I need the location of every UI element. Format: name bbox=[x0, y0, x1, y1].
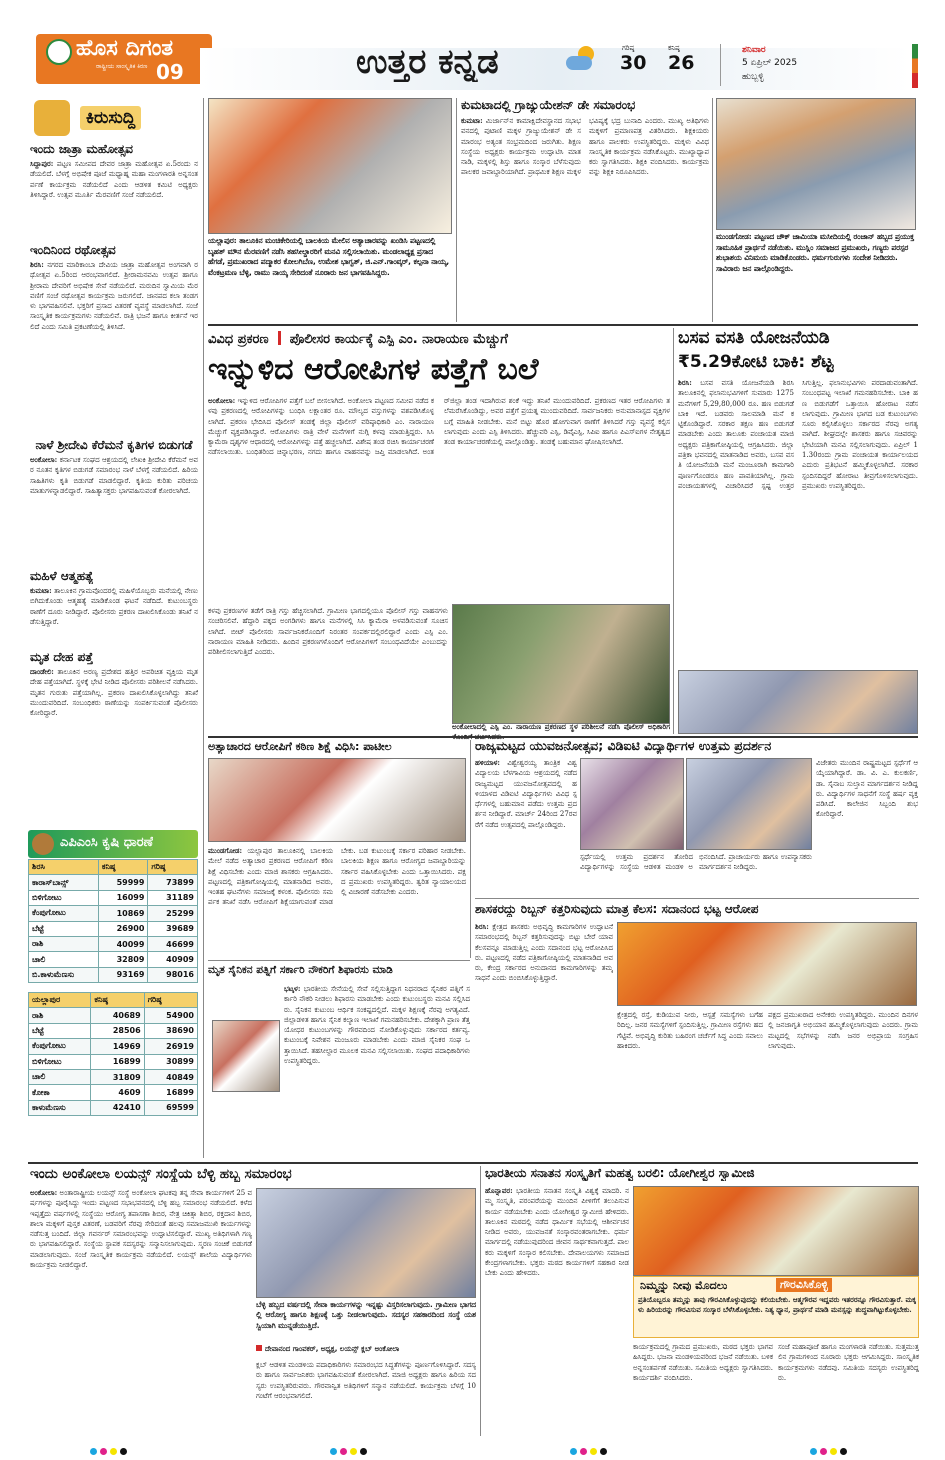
masthead bbox=[0, 0, 945, 92]
mundgod-caption: ಮುಂಡಗೋಡ: ಪಟ್ಟಣದ ಚೌಕ್ ಜಾಮಿಯಾ ಮಸೀದಿಯಲ್ಲಿ ರಂಜಾನ್ ಹಬ್ಬದ ಪ್ರಯುಕ್ತ ಸಾಮೂಹಿಕ ಪ್ರಾರ್ಥನೆ ನಡೆಯಿತು. ಮುಸ್ಲಿಂ ಸಮಾಜದ ಪ್ರಮುಖರು, ಗಣ್ಯರು ಪರಸ್ಪರ ಶುಭಾಶಯ ವಿನಿಮಯ ಮಾಡಿಕೊಂಡರು. ಧರ್ಮಗುರುಗಳು ಸಂದೇಶ ನೀಡಿದರು. ಸಾವಿರಾರು ಜನ ಪಾಲ್ಗೊಂಡಿದ್ದರು. bbox=[716, 232, 915, 273]
brief-body: ಸಿದ್ದಾಪುರ: ಪಟ್ಟಣ ಸಮೀಪದ ದೇವರ ಜಾತ್ರಾ ಮಹೋತ್ಸವ ಏ.5ರಂದು ನಡೆಯಲಿದೆ. ಬೆಳಗ್ಗೆ ಅಭಿಷೇಕ ಪೂಜೆ ಮಧ್ಯಾಹ್ನ ಮಹಾ ಮಂಗಳಾರತಿ ಅನ್ನಸಂತರ್ಪಣೆ ಕಾರ್ಯಕ್ರಮ ನಡೆಯಲಿದೆ ಎಂದು ಆಡಳಿತ ಕಮಿಟಿ ಅಧ್ಯಕ್ಷರು ತಿಳಿಸಿದ್ದಾರೆ. ಉತ್ಸವ ಮೂರ್ತಿ ಮೆರವಣಿಗೆ ಸಂಜೆ ನಡೆಯಲಿದೆ. bbox=[30, 159, 198, 199]
apmc-table-sirsi bbox=[28, 859, 198, 983]
commodity-name: ಕಾಳುಮೆಣಸು bbox=[29, 1100, 91, 1115]
apmc-header-cell: ಯಲ್ಲಾಪುರ bbox=[29, 993, 91, 1008]
apmc-row bbox=[29, 967, 198, 982]
basava-photo bbox=[678, 670, 918, 734]
price-cell: 40849 bbox=[144, 1069, 197, 1084]
apmc-row bbox=[29, 890, 198, 905]
mruta-body: ಭಟ್ಕಳ: ಭಾರತೀಯ ಸೇನೆಯಲ್ಲಿ ಸೇವೆ ಸಲ್ಲಿಸುತ್ತಿದ್ದಾಗ ನಿಧನರಾದ ಸೈನಿಕರ ಪತ್ನಿಗೆ ಸರ್ಕಾರಿ ನೌಕರಿ ನೀಡಲು ಶಿಫಾರಸು ಮಾಡಬೇಕು ಎಂದು ಕುಟುಂಬಸ್ಥರು ಮನವಿ ಸಲ್ಲಿಸಿದರು. ಸೈನಿಕನ ಕುಟುಂಬ ಆರ್ಥಿಕ ಸಂಕಷ್ಟದಲ್ಲಿದೆ. ಮಕ್ಕಳ ಶಿಕ್ಷಣಕ್ಕೆ ನೆರವು ಅಗತ್ಯವಿದೆ. ಜಿಲ್ಲಾಡಳಿತ ಹಾಗೂ ಸೈನಿಕ ಕಲ್ಯಾಣ ಇಲಾಖೆ ಗಮನಹರಿಸಬೇಕು. ದೇಶಕ್ಕಾಗಿ ಪ್ರಾಣ ತೆತ್ತ ಯೋಧರ ಕುಟುಂಬಗಳನ್ನು ಗೌರವದಿಂದ ನೋಡಿಕೊಳ್ಳುವುದು ಸರ್ಕಾರದ ಕರ್ತವ್ಯ. ಕುಟುಂಬಕ್ಕೆ ನಿವೇಶನ ಮಂಜೂರು ಮಾಡಬೇಕು ಎಂದು ಮಾಜಿ ಸೈನಿಕರ ಸಂಘ ಒತ್ತಾಯಿಸಿದೆ. ತಹಸೀಲ್ದಾರ ಮೂಲಕ ಮನವಿ ಸಲ್ಲಿಸಲಾಯಿತು. ಸಂಘದ ಪದಾಧಿಕಾರಿಗಳು ಉಪಸ್ಥಿತರಿದ್ದರು. bbox=[284, 984, 470, 1066]
apmc-row bbox=[29, 875, 198, 890]
yellapur-caption: ಯಲ್ಲಾಪುರ: ತಾಲೂಕಿನ ಮಂಚಿಕೇರಿಯಲ್ಲಿ ಬಾಲಕಿಯ ಮೇಲಿನ ಅತ್ಯಾಚಾರವನ್ನು ಖಂಡಿಸಿ ಪಟ್ಟಣದಲ್ಲಿ ಬೃಹತ್ ಮೌನ ಮೆರವಣಿಗೆ ನಡೆಸಿ ತಹಸೀಲ್ದಾರರಿಗೆ ಮನವಿ ಸಲ್ಲಿಸಲಾಯಿತು. ಮಂಡಲಾಧ್ಯಕ್ಷ ಪ್ರಸಾದ ಹೆಗಡೆ, ಪ್ರಮುಖರಾದ ಪದ್ಮಾಕರ ಕೋಲಗಿಬೆಣ, ಉಮೇಶ ಭಾಗ್ವತ್, ಜಿ.ಎನ್.ಗಾಂವ್ಕರ್, ಕಲ್ಪನಾ ನಾಯ್ಕ, ವೆಂಕಟ್ರಮಣ ಬೆಳ್ಳಿ, ರಾಮು ನಾಯ್ಕ ಸೇರಿದಂತೆ ನೂರಾರು ಜನ ಭಾಗವಹಿಸಿದ್ದರು. bbox=[208, 236, 450, 277]
commodity-name: ಬಿಳಿಗೋಟು bbox=[29, 890, 99, 905]
kirusuddi-list bbox=[30, 140, 198, 825]
apmc-header-cell: ಶಿರಸಿ bbox=[29, 860, 99, 875]
brief-headline: ಇಂದು ಜಾತ್ರಾ ಮಹೋತ್ಸವ bbox=[30, 142, 134, 156]
price-cell: 40099 bbox=[98, 936, 148, 951]
brief-item bbox=[30, 650, 198, 779]
price-cell: 28506 bbox=[91, 1023, 144, 1038]
lions-body-2: ಕ್ಲಬ್ ಆಡಳಿತ ಮಂಡಳಿಯ ಪದಾಧಿಕಾರಿಗಳು ಸಮಾರಂಭದ ಸಿದ್ಧತೆಗಳನ್ನು ಪೂರ್ಣಗೊಳಿಸಿದ್ದಾರೆ. ಸದಸ್ಯರು ಹಾಗೂ ಸಾರ್ವಜನಿಕರು ಭಾಗವಹಿಸುವಂತೆ ಕೋರಲಾಗಿದೆ. ಮಾಜಿ ಅಧ್ಯಕ್ಷರು ಹಾಗೂ ಹಿರಿಯ ಸದಸ್ಯರು ಉಪಸ್ಥಿತರಿರುವರು. ಗೌರವಾನ್ವಿತ ಅತಿಥಿಗಳಿಗೆ ಸನ್ಮಾನ ನಡೆಯಲಿದೆ. ಕಾರ್ಯಕ್ರಮ ಬೆಳಗ್ಗೆ 10 ಗಂಟೆಗೆ ಆರಂಭವಾಗಲಿದೆ. bbox=[256, 1361, 476, 1400]
brief-item bbox=[30, 243, 198, 436]
price-cell: 93169 bbox=[98, 967, 148, 982]
price-cell: 25299 bbox=[148, 906, 198, 921]
brief-item bbox=[30, 569, 198, 648]
max-temp: 30 bbox=[620, 52, 647, 74]
edition-title: ಉತ್ತರ ಕನ್ನಡ bbox=[356, 42, 499, 82]
price-cell: 38690 bbox=[144, 1023, 197, 1038]
price-cell: 26919 bbox=[144, 1039, 197, 1054]
price-cell: 30899 bbox=[144, 1054, 197, 1069]
graduation-headline: ಕುಮಟಾದಲ್ಲಿ ಗ್ರಾಜ್ಯುಯೇಶನ್ ಡೇ ಸಮಾರಂಭ bbox=[461, 98, 636, 112]
apmc-row bbox=[29, 1023, 198, 1038]
price-cell: 46699 bbox=[148, 936, 198, 951]
price-cell: 73899 bbox=[148, 875, 198, 890]
lead-headline: ಇನ್ನುಳಿದ ಆರೋಪಿಗಳ ಪತ್ತೆಗೆ ಬಲೆ bbox=[208, 352, 539, 387]
brief-headline: ಮೃತ ದೇಹ ಪತ್ತೆ bbox=[30, 650, 94, 664]
apmc-row bbox=[29, 1100, 198, 1115]
brief-body: ಕುಮಟಾ: ತಾಲೂಕಿನ ಗ್ರಾಮವೊಂದರಲ್ಲಿ ಮಹಿಳೆಯೊಬ್ಬರು ಮನೆಯಲ್ಲಿ ನೇಣು ಬಿಗಿದುಕೊಂಡು ಆತ್ಮಹತ್ಯೆ ಮಾಡಿಕೊಂಡ ಘಟನೆ ನಡೆದಿದೆ. ಕುಟುಂಬಸ್ಥರು ಠಾಣೆಗೆ ದೂರು ನೀಡಿದ್ದಾರೆ. ಪೊಲೀಸರು ಪ್ರಕರಣ ದಾಖಲಿಸಿಕೊಂಡು ತನಿಖೆ ನಡೆಸುತ್ತಿದ್ದಾರೆ. bbox=[30, 586, 198, 626]
max-temp-label: ಗರಿಷ್ಠ bbox=[622, 44, 635, 52]
price-cell: 16899 bbox=[144, 1085, 197, 1100]
commodity-name: ಕೆಂಪುಗೋಟು bbox=[29, 906, 99, 921]
print-registration-marks bbox=[570, 1440, 630, 1450]
brief-body: ಅಂಕೋಲಾ: ಕರ್ನಾಟಕ ಸಂಘದ ಆಶ್ರಯದಲ್ಲಿ ಲೇಖಕಿ ಶ್ರೀದೇವಿ ಕೆರೆಮನೆ ಅವರ ನೂತನ ಕೃತಿಗಳ ಬಿಡುಗಡೆ ಸಮಾರಂಭ ನಾಳೆ ಬೆಳಗ್ಗೆ ನಡೆಯಲಿದೆ. ಹಿರಿಯ ಸಾಹಿತಿಗಳು ಕೃತಿ ಬಿಡುಗಡೆ ಮಾಡಲಿದ್ದಾರೆ. ಕೃತಿಯ ಕುರಿತು ಪರಿಚಯ ಮಾತುಗಳನ್ನಾಡಲಿದ್ದಾರೆ. ಸಾಹಿತ್ಯಾಸಕ್ತರು ಭಾಗವಹಿಸುವಂತೆ ಕೋರಲಾಗಿದೆ. bbox=[30, 455, 198, 495]
apmc-row bbox=[29, 936, 198, 951]
lions-quote: ಬೆಳ್ಳಿ ಹಬ್ಬದ ವರ್ಷದಲ್ಲಿ ಸೇವಾ ಕಾರ್ಯಗಳನ್ನು ಇನ್ನಷ್ಟು ವಿಸ್ತರಿಸಲಾಗುವುದು. ಗ್ರಾಮೀಣ ಭಾಗದಲ್ಲಿ ಆರೋಗ್ಯ ಹಾಗೂ ಶಿಕ್ಷಣಕ್ಕೆ ಒತ್ತು ನೀಡಲಾಗುವುದು. ಸದಸ್ಯರ ಸಹಕಾರದಿಂದ ಸಂಸ್ಥೆ ಯಶಸ್ವಿಯಾಗಿ ಮುನ್ನಡೆಯುತ್ತಿದೆ. bbox=[256, 1300, 476, 1330]
sanatana-headline: ಭಾರತೀಯ ಸನಾತನ ಸಂಸ್ಕೃತಿಗೆ ಮಹತ್ವ ಬರಲಿ: ಯೋಗೀಶ್ವರ ಸ್ವಾಮೀಜಿ bbox=[485, 1166, 755, 1180]
commodity-name: ಚಾಲಿ bbox=[29, 1069, 91, 1084]
apmc-header-row bbox=[29, 860, 198, 875]
commodity-name: ರಾಶಿ bbox=[29, 936, 99, 951]
commodity-name: ಬಿಳಿಗೋಟು bbox=[29, 1054, 91, 1069]
kicker-divider bbox=[278, 331, 281, 345]
sanatana-box bbox=[633, 1276, 919, 1338]
price-cell: 14969 bbox=[91, 1039, 144, 1054]
lead-photo bbox=[452, 604, 670, 724]
brief-body: ದಾಂಡೇಲಿ: ತಾಲೂಕಿನ ಅರಣ್ಯ ಪ್ರದೇಶದ ಹತ್ತಿರ ಅಪರಿಚಿತ ವ್ಯಕ್ತಿಯ ಮೃತದೇಹ ಪತ್ತೆಯಾಗಿದೆ. ಸ್ಥಳಕ್ಕೆ ಭೇಟಿ ನೀಡಿದ ಪೊಲೀಸರು ಪರಿಶೀಲನೆ ನಡೆಸಿದರು. ಮೃತನ ಗುರುತು ಪತ್ತೆಯಾಗಿಲ್ಲ. ಪ್ರಕರಣ ದಾಖಲಿಸಿಕೊಳ್ಳಲಾಗಿದ್ದು ತನಿಖೆ ಮುಂದುವರಿದಿದೆ. ಸಂಬಂಧಿಕರು ಠಾಣೆಯನ್ನು ಸಂಪರ್ಕಿಸುವಂತೆ ಪೊಲೀಸರು ಕೋರಿದ್ದಾರೆ. bbox=[30, 667, 198, 718]
yuvajana-photo-2 bbox=[686, 758, 812, 850]
min-temp-label: ಕನಿಷ್ಠ bbox=[668, 44, 680, 52]
apmc-title: ಎಪಿಎಂಸಿ ಕೃಷಿ ಧಾರಣೆ bbox=[60, 835, 154, 850]
apmc-row bbox=[29, 1008, 198, 1023]
sanatana-photo bbox=[633, 1186, 919, 1276]
price-cell: 40909 bbox=[148, 952, 198, 967]
lions-headline: ಇಂದು ಅಂಕೋಲಾ ಲಯನ್ಸ್ ಸಂಸ್ಥೆಯ ಬೆಳ್ಳಿ ಹಬ್ಬ ಸಮಾರಂಭ bbox=[30, 1166, 292, 1182]
commodity-name: ಬೆಟ್ಟೆ bbox=[29, 1023, 91, 1038]
header-band bbox=[200, 48, 910, 90]
box-title-left: ನಿಮ್ಮನ್ನು ನೀವು ಮೊದಲು bbox=[640, 1279, 728, 1292]
box-title-right: ಗೌರವಿಸಿಕೊಳ್ಳಿ bbox=[776, 1278, 832, 1292]
issue-date: 5 ಏಪ್ರಿಲ್ 2025 bbox=[742, 58, 798, 68]
print-registration-marks bbox=[90, 1440, 150, 1450]
yuvajana-body-1: ಹಳಿಯಾಳ: ವಿಶ್ವೇಶ್ವರಯ್ಯ ತಾಂತ್ರಿಕ ವಿಶ್ವವಿದ್ಯಾಲಯ ಬೆಳಗಾವಿಯ ಆಶ್ರಯದಲ್ಲಿ ನಡೆದ ರಾಜ್ಯಮಟ್ಟದ ಯುವಜನೋತ್ಸವದಲ್ಲಿ ಹಳಿಯಾಳದ ವಿಡಿಐಟಿ ವಿದ್ಯಾರ್ಥಿಗಳು ವಿವಿಧ ಸ್ಪರ್ಧೆಗಳಲ್ಲಿ ಬಹುಮಾನ ಪಡೆದು ಉತ್ತಮ ಪ್ರದರ್ಶನ ನೀಡಿದ್ದಾರೆ. ಮಾರ್ಚ್ 24ರಿಂದ 27ರವರೆಗೆ ನಡೆದ ಉತ್ಸವದಲ್ಲಿ ಪಾಲ್ಗೊಂಡಿದ್ದರು. bbox=[475, 758, 577, 829]
box-body: ಪ್ರತಿಯೊಬ್ಬರೂ ತಮ್ಮನ್ನು ತಾವು ಗೌರವಿಸಿಕೊಳ್ಳುವುದನ್ನು ಕಲಿಯಬೇಕು. ಆತ್ಮಗೌರವ ಇದ್ದವರು ಇತರರನ್ನೂ ಗೌರವಿಸುತ್ತಾರೆ. ಮಕ್ಕಳು ಹಿರಿಯರನ್ನು ಗೌರವಿಸುವ ಸಂಸ್ಕಾರ ಬೆಳೆಸಿಕೊಳ್ಳಬೇಕು. ನಿತ್ಯ ಧ್ಯಾನ, ಪ್ರಾರ್ಥನೆ ಮಾಡಿ ಮನಸ್ಸನ್ನು ಶುದ್ಧವಾಗಿಟ್ಟುಕೊಳ್ಳಬೇಕು. bbox=[638, 1295, 916, 1315]
min-temp: 26 bbox=[668, 52, 695, 74]
brief-headline: ನಾಳೆ ಶ್ರೀದೇವಿ ಕೆರೆಮನೆ ಕೃತಿಗಳ ಬಿಡುಗಡೆ bbox=[35, 438, 193, 452]
apmc-row bbox=[29, 1054, 198, 1069]
commodity-name: ಕೆಂಪುಗೋಟು bbox=[29, 1039, 91, 1054]
yuvajana-body-2: ಸ್ಪರ್ಧೆಯಲ್ಲಿ ಉತ್ತಮ ಪ್ರದರ್ಶನ ತೋರಿದ ವಿದ್ಯಾರ್ಥಿಗಳನ್ನು ಸಂಸ್ಥೆಯ ಆಡಳಿತ ಮಂಡಳಿ ಅಭಿನಂದಿಸಿದೆ. ಪ್ರಾಚಾರ್ಯರು ಹಾಗೂ ಉಪನ್ಯಾಸಕರು ಮಾರ್ಗದರ್ಶನ ನೀಡಿದ್ದರು. bbox=[580, 853, 812, 872]
apmc-header-cell: ಗರಿಷ್ಠ bbox=[148, 860, 198, 875]
basava-headline-1: ಬಸವ ವಸತಿ ಯೋಜನೆಯಡಿ bbox=[678, 328, 830, 348]
lead-kicker-right: ಪೊಲೀಸರ ಕಾರ್ಯಕ್ಕೆ ಎಸ್ಪಿ ಎಂ. ನಾರಾಯಣ ಮೆಚ್ಚುಗೆ bbox=[289, 332, 508, 347]
yuvajana-headline: ರಾಜ್ಯಮಟ್ಟದ ಯುವಜನೋತ್ಸವ; ವಿಡಿಐಟಿ ವಿದ್ಯಾರ್ಥಿಗಳ ಉತ್ತಮ ಪ್ರದರ್ಶನ bbox=[475, 738, 772, 753]
commodity-name: ಕೋಕಾ bbox=[29, 1085, 91, 1100]
kirusuddi-title: ಕಿರುಸುದ್ದಿ bbox=[80, 106, 141, 130]
tagline: ರಾಷ್ಟ್ರೀಯ ಸಾಂಸ್ಕೃತಿಕ ಕಿರಣ bbox=[96, 63, 148, 70]
lead-body-lower: ಕಳವು ಪ್ರಕರಣಗಳ ತಡೆಗೆ ರಾತ್ರಿ ಗಸ್ತು ಹೆಚ್ಚಿಸಲಾಗಿದೆ. ಗ್ರಾಮೀಣ ಭಾಗದಲ್ಲಿಯೂ ಪೊಲೀಸ್ ಗಸ್ತು ವಾಹನಗಳು ಸಂಚರಿಸಲಿವೆ. ಹೆದ್ದಾರಿ ಪಕ್ಕದ ಅಂಗಡಿಗಳು ಹಾಗೂ ಮನೆಗಳಲ್ಲಿ ಸಿಸಿ ಕ್ಯಾಮೆರಾ ಅಳವಡಿಸುವಂತೆ ಸೂಚಿಸಲಾಗಿದೆ. ಬೀಟ್ ಪೊಲೀಸರು ಸಾರ್ವಜನಿಕರೊಂದಿಗೆ ನಿರಂತರ ಸಂಪರ್ಕದಲ್ಲಿರಲಿದ್ದಾರೆ ಎಂದು ಎಸ್ಪಿ ಎಂ. ನಾರಾಯಣ ಮಾಹಿತಿ ನೀಡಿದರು. ಹಿಂದಿನ ಪ್ರಕರಣಗಳೊಂದಿಗೆ ಆರೋಪಿಗಳಿಗೆ ಸಂಬಂಧವಿದೆಯೇ ಎಂಬುದನ್ನು ಪರಿಶೀಲಿಸಲಾಗುತ್ತಿದೆ ಎಂದರು. bbox=[208, 607, 448, 657]
page-number: 09 bbox=[156, 60, 184, 84]
logo-block bbox=[36, 34, 212, 84]
atyachara-photo bbox=[208, 758, 466, 842]
shasaka-body-3: ಪಕ್ಷದ ಪ್ರಮುಖರಾದ ಅನೇಕರು ಉಪಸ್ಥಿತರಿದ್ದರು. ಮುಂದಿನ ದಿನಗಳಲ್ಲಿ ಜನಜಾಗೃತಿ ಅಭಿಯಾನ ಹಮ್ಮಿಕೊಳ್ಳಲಾಗುವುದು ಎಂದರು. ಗ್ರಾಮ ಮಟ್ಟದಲ್ಲಿ ಸಭೆಗಳನ್ನು ನಡೆಸಿ ಜನರ ಅಭಿಪ್ರಾಯ ಸಂಗ್ರಹಿಸಲಾಗುವುದು. bbox=[768, 1011, 918, 1050]
apmc-table-yellapur bbox=[28, 992, 198, 1116]
commodity-name: ಚಾಲಿ bbox=[29, 952, 99, 967]
price-cell: 26900 bbox=[98, 921, 148, 936]
commodity-name: ಬಿ.ಕಾಳುಮೆಣಸು bbox=[29, 967, 99, 982]
apmc-row bbox=[29, 1039, 198, 1054]
apmc-header-cell: ಗರಿಷ್ಠ bbox=[144, 993, 197, 1008]
produce-icon bbox=[32, 833, 54, 855]
apmc-row bbox=[29, 1069, 198, 1084]
print-registration-marks bbox=[810, 1440, 870, 1450]
print-bar bbox=[912, 44, 918, 88]
brief-headline: ಮಹಿಳೆ ಆತ್ಮಹತ್ಯೆ bbox=[30, 569, 94, 583]
price-cell: 40689 bbox=[91, 1008, 144, 1023]
yuvajana-body-3: ವಿಜೇತರು ಮುಂದಿನ ರಾಷ್ಟ್ರಮಟ್ಟದ ಸ್ಪರ್ಧೆಗೆ ಆಯ್ಕೆಯಾಗಿದ್ದಾರೆ. ಡಾ. ವಿ. ಎ. ಕುಲಕರ್ಣಿ, ಡಾ. ಸೈನಾಬ ಸುಲ್ತಾನ ಮಾರ್ಗದರ್ಶನ ನೀಡಿದ್ದರು. ವಿದ್ಯಾರ್ಥಿಗಳ ಸಾಧನೆಗೆ ಸಂಸ್ಥೆ ಹರ್ಷ ವ್ಯಕ್ತಪಡಿಸಿದೆ. ಕಾಲೇಜಿನ ಸಿಬ್ಬಂದಿ ಶುಭಕೋರಿದ್ದಾರೆ. bbox=[816, 759, 918, 819]
brief-item bbox=[30, 142, 198, 241]
apmc-header-cell: ಕನಿಷ್ಠ bbox=[91, 993, 144, 1008]
commodity-name: ಬೆಟ್ಟೆ bbox=[29, 921, 99, 936]
shasaka-body-1: ಶಿರಸಿ: ಕ್ಷೇತ್ರದ ಶಾಸಕರು ಅಭಿವೃದ್ಧಿ ಕಾಮಗಾರಿಗಳ ಉದ್ಘಾಟನೆ ಸಮಾರಂಭದಲ್ಲಿ ರಿಬ್ಬನ್ ಕತ್ತರಿಸುವುದನ್ನು ಬಿಟ್ಟು ಬೇರೆ ಯಾವ ಕೆಲಸವನ್ನೂ ಮಾಡುತ್ತಿಲ್ಲ ಎಂದು ಸದಾನಂದ ಭಟ್ಟ ಆರೋಪಿಸಿದರು. ಪಟ್ಟಣದಲ್ಲಿ ನಡೆದ ಪತ್ರಿಕಾಗೋಷ್ಠಿಯಲ್ಲಿ ಮಾತನಾಡಿದ ಅವರು, ಕೇಂದ್ರ ಸರ್ಕಾರದ ಅನುದಾನದ ಕಾಮಗಾರಿಗಳನ್ನು ತಮ್ಮ ಸಾಧನೆ ಎಂದು ಬಿಂಬಿಸಿಕೊಳ್ಳುತ್ತಿದ್ದಾರೆ. bbox=[475, 922, 613, 983]
shasaka-body-2: ಕ್ಷೇತ್ರದಲ್ಲಿ ರಸ್ತೆ, ಕುಡಿಯುವ ನೀರು, ಆಸ್ಪತ್ರೆ ಸಮಸ್ಯೆಗಳು ಬಗೆಹರಿದಿಲ್ಲ. ಜನರ ಸಮಸ್ಯೆಗಳಿಗೆ ಸ್ಪಂದಿಸುತ್ತಿಲ್ಲ. ಗ್ರಾಮೀಣ ರಸ್ತೆಗಳು ಹದಗೆಟ್ಟಿವೆ. ಅಭಿವೃದ್ಧಿ ಕುರಿತು ಬಹಿರಂಗ ಚರ್ಚೆಗೆ ಸಿದ್ಧ ಎಂದು ಸವಾಲು ಹಾಕಿದರು. bbox=[617, 1011, 763, 1050]
apmc-row bbox=[29, 921, 198, 936]
price-cell: 54900 bbox=[144, 1008, 197, 1023]
apmc-row bbox=[29, 906, 198, 921]
price-cell: 16899 bbox=[91, 1054, 144, 1069]
apmc-header-row bbox=[29, 993, 198, 1008]
brief-body: ಶಿರಸಿ: ನಗರದ ಮಾರಿಕಾಂಬಾ ದೇವಿಯ ಜಾತ್ರಾ ಮಹೋತ್ಸವ ಅಂಗವಾಗಿ ರಥೋತ್ಸವ ಏ.5ರಿಂದ ಆರಂಭವಾಗಲಿದೆ. ಶ್ರೀರಾಮನವಮಿ ಉತ್ಸವ ಹಾಗೂ ಶ್ರೀರಾಮ ದೇವರಿಗೆ ಅಭಿಷೇಕ ಸೇವೆ ನಡೆಯಲಿದೆ. ಮರುದಿನ ಸ್ವಾಮಿಯ ಮೆರವಣಿಗೆ ಸಂಜೆ ರಥೋತ್ಸವ ಕಾರ್ಯಕ್ರಮ ಜರುಗಲಿದೆ. ಜಾನಪದ ಕಲಾ ತಂಡಗಳು ಭಾಗವಹಿಸಲಿವೆ. ಭಕ್ತರಿಗೆ ಪ್ರಸಾದ ವಿತರಣೆ ವ್ಯವಸ್ಥೆ ಮಾಡಲಾಗಿದೆ. ಸಂಜೆ ಸಾಂಸ್ಕೃತಿಕ ಕಾರ್ಯಕ್ರಮಗಳು ನಡೆಯಲಿವೆ. ರಾತ್ರಿ ಭಜನೆ ಹಾಗೂ ಕೀರ್ತನೆ ಇರಲಿದೆ ಎಂದು ಸಮಿತಿ ಪ್ರಕಟಣೆಯಲ್ಲಿ ತಿಳಿಸಿದೆ. bbox=[30, 260, 198, 331]
weekday: ಶನಿವಾರ bbox=[742, 45, 766, 55]
atyachara-body: ಮುಂಡಗೋಡ: ಯಲ್ಲಾಪುರ ತಾಲೂಕಿನಲ್ಲಿ ಬಾಲಕಿಯ ಮೇಲೆ ನಡೆದ ಅತ್ಯಾಚಾರ ಪ್ರಕರಣದ ಆರೋಪಿಗೆ ಕಠಿಣ ಶಿಕ್ಷೆ ವಿಧಿಸಬೇಕು ಎಂದು ಮಾಜಿ ಶಾಸಕರು ಆಗ್ರಹಿಸಿದರು. ಪಟ್ಟಣದಲ್ಲಿ ಪತ್ರಿಕಾಗೋಷ್ಠಿಯಲ್ಲಿ ಮಾತನಾಡಿದ ಅವರು, ಇಂತಹ ಘಟನೆಗಳು ಸಮಾಜಕ್ಕೆ ಕಳಂಕ. ಪೊಲೀಸರು ಸಮರ್ಪಕ ತನಿಖೆ ನಡೆಸಿ ಆರೋಪಿಗೆ ಶಿಕ್ಷೆಯಾಗುವಂತೆ ಮಾಡಬೇಕು. ಬಡ ಕುಟುಂಬಕ್ಕೆ ಸರ್ಕಾರ ಪರಿಹಾರ ನೀಡಬೇಕು. ಬಾಲಕಿಯ ಶಿಕ್ಷಣ ಹಾಗೂ ಆರೋಗ್ಯದ ಜವಾಬ್ದಾರಿಯನ್ನು ಸರ್ಕಾರ ವಹಿಸಿಕೊಳ್ಳಬೇಕು ಎಂದು ಒತ್ತಾಯಿಸಿದರು. ಪಕ್ಷದ ಪ್ರಮುಖರು ಉಪಸ್ಥಿತರಿದ್ದರು. ತ್ವರಿತ ನ್ಯಾಯಾಲಯದಲ್ಲಿ ವಿಚಾರಣೆ ನಡೆಸಬೇಕು ಎಂದರು. bbox=[208, 846, 466, 907]
price-cell: 98016 bbox=[148, 967, 198, 982]
lotus-icon bbox=[46, 39, 72, 65]
price-cell: 39689 bbox=[148, 921, 198, 936]
lead-kicker bbox=[208, 328, 670, 350]
price-cell: 69599 bbox=[144, 1100, 197, 1115]
lions-photo bbox=[256, 1188, 476, 1298]
basava-body: ಶಿರಸಿ: ಬಸವ ವಸತಿ ಯೋಜನೆಯಡಿ ಶಿರಸಿ ತಾಲೂಕಿನಲ್ಲಿ ಫಲಾನುಭವಿಗಳಿಗೆ ಸುಮಾರು 1275 ಮನೆಗಳಿಗೆ 5,29,80,000 ರೂ. ಹಣ ಬಿಡುಗಡೆ ಬಾಕಿ ಇದೆ. ಬಡವರು ಸಾಲಮಾಡಿ ಮನೆ ಕಟ್ಟಿಕೊಂಡಿದ್ದಾರೆ. ಸರಕಾರ ತಕ್ಷಣ ಹಣ ಬಿಡುಗಡೆ ಮಾಡಬೇಕು ಎಂದು ತಾಲೂಕು ಪಂಚಾಯತ ಮಾಜಿ ಅಧ್ಯಕ್ಷರು ಪತ್ರಿಕಾಗೋಷ್ಠಿಯಲ್ಲಿ ಆಗ್ರಹಿಸಿದರು. ಜಿಲ್ಲಾ ಪತ್ರಿಕಾ ಭವನದಲ್ಲಿ ಮಾತನಾಡಿದ ಅವರು, ಬಸವ ವಸತಿ ಯೋಜನೆಯಡಿ ಮನೆ ಮಂಜೂರಾಗಿ ಕಾಮಗಾರಿ ಪೂರ್ಣಗೊಂಡರೂ ಹಣ ಪಾವತಿಯಾಗಿಲ್ಲ. ಗ್ರಾಮ ಪಂಚಾಯತಗಳಲ್ಲಿ ವಿಚಾರಿಸಿದರೆ ಸ್ಪಷ್ಟ ಉತ್ತರ ಸಿಗುತ್ತಿಲ್ಲ. ಫಲಾನುಭವಿಗಳು ಪರದಾಡುವಂತಾಗಿದೆ. ಸಂಬಂಧಪಟ್ಟ ಇಲಾಖೆ ಗಮನಹರಿಸಬೇಕು. ಬಾಕಿ ಹಣ ಬಿಡುಗಡೆಗೆ ಒತ್ತಾಯಿಸಿ ಹೋರಾಟ ನಡೆಸಲಾಗುವುದು. ಗ್ರಾಮೀಣ ಭಾಗದ ಬಡ ಕುಟುಂಬಗಳು ಸೂರು ಕಲ್ಪಿಸಿಕೊಳ್ಳಲು ಸರ್ಕಾರದ ನೆರವು ಅಗತ್ಯವಾಗಿದೆ. ಶೀಘ್ರದಲ್ಲೇ ಶಾಸಕರು ಹಾಗೂ ಸಚಿವರನ್ನು ಭೇಟಿಯಾಗಿ ಮನವಿ ಸಲ್ಲಿಸಲಾಗುವುದು. ಏಪ್ರಿಲ್ 11.30ರಂದು ಗ್ರಾಮ ಪಂಚಾಯತ ಕಾರ್ಯಾಲಯದ ಎದುರು ಪ್ರತಿಭಟನೆ ಹಮ್ಮಿಕೊಳ್ಳಲಾಗಿದೆ. ಸರಕಾರ ಸ್ಪಂದಿಸದಿದ್ದರೆ ಹೋರಾಟ ತೀವ್ರಗೊಳಿಸಲಾಗುವುದು. ಪ್ರಮುಖರು ಉಪಸ್ಥಿತರಿದ್ದರು. bbox=[678, 378, 918, 490]
price-cell: 31189 bbox=[148, 890, 198, 905]
price-cell: 10869 bbox=[98, 906, 148, 921]
yellapur-photo bbox=[208, 98, 452, 234]
graduation-body: ಕುಮಟಾ: ಮಿರ್ಜಾನ್‌ನ ಕಾಮಾಕ್ಷಿದೇವಸ್ಥಾನದ ಸಭಾಭವನದಲ್ಲಿ ಪುಟಾಣಿ ಮಕ್ಕಳ ಗ್ರಾಜ್ಯುಯೇಶನ್ ಡೇ ಸಮಾರಂಭ ಅತ್ಯಂತ ಸಂಭ್ರಮದಿಂದ ಜರುಗಿತು. ಶಿಕ್ಷಣ ಸಂಸ್ಥೆಯ ಅಧ್ಯಕ್ಷರು ಕಾರ್ಯಕ್ರಮ ಉದ್ಘಾಟಿಸಿ ಮಾತನಾಡಿ, ಮಕ್ಕಳಲ್ಲಿ ಶಿಸ್ತು ಹಾಗೂ ಸಂಸ್ಕಾರ ಬೆಳೆಸುವುದು ಪಾಲಕರ ಜವಾಬ್ದಾರಿಯಾಗಿದೆ. ಪ್ರಾಥಮಿಕ ಶಿಕ್ಷಣ ಮಕ್ಕಳ ಭವಿಷ್ಯಕ್ಕೆ ಭದ್ರ ಬುನಾದಿ ಎಂದರು. ಮುಖ್ಯ ಅತಿಥಿಗಳು ಮಕ್ಕಳಿಗೆ ಪ್ರಮಾಣಪತ್ರ ವಿತರಿಸಿದರು. ಶಿಕ್ಷಕಿಯರು ಹಾಗೂ ಪಾಲಕರು ಉಪಸ್ಥಿತರಿದ್ದರು. ಮಕ್ಕಳು ವಿವಿಧ ಸಾಂಸ್ಕೃತಿಕ ಕಾರ್ಯಕ್ರಮ ನಡೆಸಿಕೊಟ್ಟರು. ಮುಖ್ಯಾಧ್ಯಾಪಕರು ಸ್ವಾಗತಿಸಿದರು. ಶಿಕ್ಷಕಿ ವಂದಿಸಿದರು. ಕಾರ್ಯಕ್ರಮವನ್ನು ಶಿಕ್ಷಕಿ ನಿರೂಪಿಸಿದರು. bbox=[461, 116, 709, 177]
lions-quote-box bbox=[256, 1300, 476, 1356]
print-registration-marks bbox=[330, 1440, 390, 1450]
mruta-headline: ಮೃತ ಸೈನಿಕನ ಪತ್ನಿಗೆ ಸರ್ಕಾರಿ ನೌಕರಿಗೆ ಶಿಫಾರಸು ಮಾಡಿ bbox=[208, 964, 393, 976]
weather-icon bbox=[566, 44, 596, 74]
lead-body-left: ಅಂಕೋಲಾ: ಇನ್ನುಳಿದ ಆರೋಪಿಗಳ ಪತ್ತೆಗೆ ಬಲೆ ಬೀಸಲಾಗಿದೆ. ಅಂಕೋಲಾ ಪಟ್ಟಣದ ಸಮೀಪ ನಡೆದ ಕಳವು ಪ್ರಕರಣದಲ್ಲಿ ಆರೋಪಿಗಳನ್ನು ಬಂಧಿಸಿ ಲಕ್ಷಾಂತರ ರೂ. ಮೌಲ್ಯದ ವಸ್ತುಗಳನ್ನು ವಶಪಡಿಸಿಕೊಳ್ಳಲಾಗಿದೆ. ಪ್ರಕರಣ ಭೇದಿಸಿದ ಪೊಲೀಸ್ ತಂಡಕ್ಕೆ ಜಿಲ್ಲಾ ಪೊಲೀಸ್ ವರಿಷ್ಠಾಧಿಕಾರಿ ಎಂ. ನಾರಾಯಣ ಮೆಚ್ಚುಗೆ ವ್ಯಕ್ತಪಡಿಸಿದ್ದಾರೆ. ಆರೋಪಿಗಳು ರಾತ್ರಿ ವೇಳೆ ಮನೆಗಳಿಗೆ ನುಗ್ಗಿ ಕಳವು ಮಾಡುತ್ತಿದ್ದರು. ಸಿಸಿ ಕ್ಯಾಮೆರಾ ದೃಶ್ಯಗಳ ಆಧಾರದಲ್ಲಿ ಆರೋಪಿಗಳನ್ನು ಪತ್ತೆ ಹಚ್ಚಲಾಗಿದೆ. ವಿಶೇಷ ತಂಡ ರಚಿಸಿ ಕಾರ್ಯಾಚರಣೆ ನಡೆಸಲಾಯಿತು. ಬಂಧಿತರಿಂದ ಚಿನ್ನಾಭರಣ, ನಗದು ಹಾಗೂ ವಾಹನವನ್ನು ಜಪ್ತಿ ಮಾಡಲಾಗಿದೆ. ಅಂತರ್‌ಜಿಲ್ಲಾ ತಂಡ ಇದಾಗಿರುವ ಶಂಕೆ ಇದ್ದು ತನಿಖೆ ಮುಂದುವರಿದಿದೆ. ಪ್ರಕರಣದ ಇತರ ಆರೋಪಿಗಳು ತಲೆಮರೆಸಿಕೊಂಡಿದ್ದು, ಅವರ ಪತ್ತೆಗೆ ಪ್ರಯತ್ನ ಮುಂದುವರಿದಿದೆ. ಸಾರ್ವಜನಿಕರು ಅನುಮಾನಾಸ್ಪದ ವ್ಯಕ್ತಿಗಳ ಬಗ್ಗೆ ಮಾಹಿತಿ ನೀಡಬೇಕು. ಮನೆ ಬಿಟ್ಟು ಹೊರ ಹೋಗುವಾಗ ಠಾಣೆಗೆ ತಿಳಿಸಿದರೆ ಗಸ್ತು ವ್ಯವಸ್ಥೆ ಕಲ್ಪಿಸಲಾಗುವುದು ಎಂದು ಎಸ್ಪಿ ತಿಳಿಸಿದರು. ಹೆಚ್ಚುವರಿ ಎಸ್ಪಿ, ಡಿವೈಎಸ್ಪಿ, ಸಿಪಿಐ ಹಾಗೂ ಪಿಎಸ್‌ಐಗಳ ನೇತೃತ್ವದ ತಂಡ ಕಾರ್ಯಾಚರಣೆಯಲ್ಲಿ ಪಾಲ್ಗೊಂಡಿತ್ತು. ತಂಡಕ್ಕೆ ಬಹುಮಾನ ಘೋಷಿಸಲಾಗಿದೆ. bbox=[208, 396, 670, 457]
apmc-row bbox=[29, 952, 198, 967]
apmc-box bbox=[28, 830, 198, 1122]
price-cell: 32809 bbox=[98, 952, 148, 967]
lions-quote-byline: ದೇವಾನಂದ ಗಾಂವಕರ್, ಅಧ್ಯಕ್ಷ, ಲಯನ್ಸ್ ಕ್ಲಬ್ ಅಂಕೋಲಾ bbox=[256, 1344, 476, 1355]
brief-item bbox=[30, 438, 198, 567]
sanatana-body-1: ಹೊನ್ನಾವರ: ಭಾರತೀಯ ಸನಾತನ ಸಂಸ್ಕೃತಿ ವಿಶ್ವಕ್ಕೆ ಮಾದರಿ. ನಮ್ಮ ಸಂಸ್ಕೃತಿ, ಪರಂಪರೆಯನ್ನು ಮುಂದಿನ ಪೀಳಿಗೆಗೆ ತಲುಪಿಸುವ ಕಾರ್ಯ ನಡೆಯಬೇಕು ಎಂದು ಯೋಗೀಶ್ವರ ಸ್ವಾಮೀಜಿ ಹೇಳಿದರು. ತಾಲೂಕಿನ ಮಠದಲ್ಲಿ ನಡೆದ ಧಾರ್ಮಿಕ ಸಭೆಯಲ್ಲಿ ಆಶೀರ್ವಚನ ನೀಡಿದ ಅವರು, ಯುವಜನತೆ ಸಂಸ್ಕಾರವಂತರಾಗಬೇಕು. ಧರ್ಮ ಮಾರ್ಗದಲ್ಲಿ ನಡೆಯುವುದರಿಂದ ಜೀವನ ಸಾರ್ಥಕವಾಗುತ್ತದೆ. ಪಾಲಕರು ಮಕ್ಕಳಿಗೆ ಸಂಸ್ಕಾರ ಕಲಿಸಬೇಕು. ದೇವಾಲಯಗಳು ಸಮಾಜದ ಕೇಂದ್ರಗಳಾಗಬೇಕು. ಭಕ್ತರು ಮಠದ ಕಾರ್ಯಗಳಿಗೆ ಸಹಕಾರ ನೀಡಬೇಕು ಎಂದು ಹೇಳಿದರು. bbox=[485, 1186, 629, 1278]
lions-body-1: ಅಂಕೋಲಾ: ಅಂತಾರಾಷ್ಟ್ರೀಯ ಲಯನ್ಸ್ ಸಂಸ್ಥೆ ಅಂಕೋಲಾ ಘಟಕವು ತನ್ನ ಸೇವಾ ಕಾರ್ಯಗಳಿಗೆ 25 ವರ್ಷಗಳನ್ನು ಪೂರೈಸಿದ್ದು ಇಂದು ಪಟ್ಟಣದ ಸಭಾಭವನದಲ್ಲಿ ಬೆಳ್ಳಿ ಹಬ್ಬ ಸಮಾರಂಭ ನಡೆಯಲಿದೆ. ಕಳೆದ ಇಪ್ಪತ್ತೈದು ವರ್ಷಗಳಲ್ಲಿ ಸಂಸ್ಥೆಯು ಆರೋಗ್ಯ ತಪಾಸಣಾ ಶಿಬಿರ, ನೇತ್ರ ಚಿಕಿತ್ಸಾ ಶಿಬಿರ, ರಕ್ತದಾನ ಶಿಬಿರ, ಶಾಲಾ ಮಕ್ಕಳಿಗೆ ಪುಸ್ತಕ ವಿತರಣೆ, ಬಡವರಿಗೆ ನೆರವು ಸೇರಿದಂತೆ ಹಲವು ಸಮಾಜಮುಖಿ ಕಾರ್ಯಗಳನ್ನು ನಡೆಸುತ್ತ ಬಂದಿದೆ. ಜಿಲ್ಲಾ ಗವರ್ನರ್ ಸಮಾರಂಭವನ್ನು ಉದ್ಘಾಟಿಸಲಿದ್ದಾರೆ. ಮುಖ್ಯ ಅತಿಥಿಗಳಾಗಿ ಗಣ್ಯರು ಭಾಗವಹಿಸಲಿದ್ದಾರೆ. ಸಂಸ್ಥೆಯ ಸ್ಥಾಪಕ ಸದಸ್ಯರನ್ನು ಸನ್ಮಾನಿಸಲಾಗುವುದು. ಸ್ಮರಣ ಸಂಚಿಕೆ ಬಿಡುಗಡೆ ಮಾಡಲಾಗುವುದು. ಸಂಜೆ ಸಾಂಸ್ಕೃತಿಕ ಕಾರ್ಯಕ್ರಮ ನಡೆಯಲಿದೆ. ಲಯನ್ಸ್ ಶಾಲೆಯ ವಿದ್ಯಾರ್ಥಿಗಳು ಕಾರ್ಯಕ್ರಮ ನೀಡಲಿದ್ದಾರೆ. bbox=[30, 1188, 252, 1270]
paper-name: ಹೊಸ ದಿಗಂತ bbox=[76, 36, 174, 61]
quote-marker-icon bbox=[256, 1345, 262, 1351]
city: ಹುಬ್ಬಳ್ಳಿ bbox=[742, 72, 764, 82]
yuvajana-photo-1 bbox=[580, 758, 684, 850]
date-divider bbox=[720, 44, 721, 86]
price-cell: 31809 bbox=[91, 1069, 144, 1084]
shasaka-headline: ಶಾಸಕರದ್ದು ರಿಬ್ಬನ್ ಕತ್ತರಿಸುವುದು ಮಾತ್ರ ಕೆಲಸ: ಸದಾನಂದ ಭಟ್ಟ ಆರೋಪ bbox=[475, 902, 759, 916]
apmc-header-cell: ಕನಿಷ್ಠ bbox=[98, 860, 148, 875]
price-cell: 42410 bbox=[91, 1100, 144, 1115]
shasaka-photo bbox=[617, 922, 917, 1006]
mundgod-photo bbox=[716, 98, 916, 230]
hand-icon bbox=[34, 100, 70, 136]
basava-headline-2: ₹5.29ಕೋಟಿ ಬಾಕಿ: ಶೆಟ್ಟ bbox=[678, 352, 834, 372]
apmc-row bbox=[29, 1085, 198, 1100]
price-cell: 4609 bbox=[91, 1085, 144, 1100]
price-cell: 16099 bbox=[98, 890, 148, 905]
price-cell: 59999 bbox=[98, 875, 148, 890]
apmc-title-bar bbox=[28, 830, 198, 858]
atyachara-headline: ಅತ್ಯಾಚಾರದ ಆರೋಪಿಗೆ ಕಠಿಣ ಶಿಕ್ಷೆ ವಿಧಿಸಿ: ಪಾಟೀಲ bbox=[208, 740, 392, 753]
brief-headline: ಇಂದಿನಿಂದ ರಥೋತ್ಸವ bbox=[30, 243, 116, 257]
commodity-name: ರಾಶಿ bbox=[29, 1008, 91, 1023]
sanatana-body-3: ಕಾರ್ಯಕ್ರಮದಲ್ಲಿ ಗ್ರಾಮದ ಪ್ರಮುಖರು, ಮಠದ ಭಕ್ತರು ಭಾಗವಹಿಸಿದ್ದರು. ಭಜನಾ ಮಂಡಳಿಯವರಿಂದ ಭಜನೆ ನಡೆಯಿತು. ಬಳಿಕ ಅನ್ನಸಂತರ್ಪಣೆ ನಡೆಯಿತು. ಸಮಿತಿಯ ಅಧ್ಯಕ್ಷರು ಸ್ವಾಗತಿಸಿದರು. ಕಾರ್ಯದರ್ಶಿ ವಂದಿಸಿದರು. bbox=[633, 1343, 773, 1382]
kirusuddi-header bbox=[28, 98, 200, 138]
lead-photo-caption: ಅಂಕೋಲಾದಲ್ಲಿ ಎಸ್ಪಿ ಎಂ. ನಾರಾಯಣ ಪ್ರಕರಣದ ಸ್ಥಳ ಪರಿಶೀಲನೆ ನಡೆಸಿ ಪೊಲೀಸ್ ಅಧಿಕಾರಿಗ bbox=[452, 722, 670, 731]
sanatana-body-4: ಸಂಜೆ ಮಹಾಪೂಜೆ ಹಾಗೂ ಮಂಗಳಾರತಿ ನಡೆಯಿತು. ಸುತ್ತಮುತ್ತಲಿನ ಗ್ರಾಮಗಳಿಂದ ನೂರಾರು ಭಕ್ತರು ಆಗಮಿಸಿದ್ದರು. ಸಾಂಸ್ಕೃತಿಕ ಕಾರ್ಯಕ್ರಮಗಳು ನಡೆದವು. ಸಮಿತಿಯ ಸದಸ್ಯರು ಉಪಸ್ಥಿತರಿದ್ದರು. bbox=[778, 1343, 919, 1382]
lead-kicker-left: ವಿವಿಧ ಪ್ರಕರಣ bbox=[208, 332, 269, 347]
commodity-name: ಕಾರಾಸ್‌ಬಾನ್ಸ್ bbox=[29, 875, 99, 890]
